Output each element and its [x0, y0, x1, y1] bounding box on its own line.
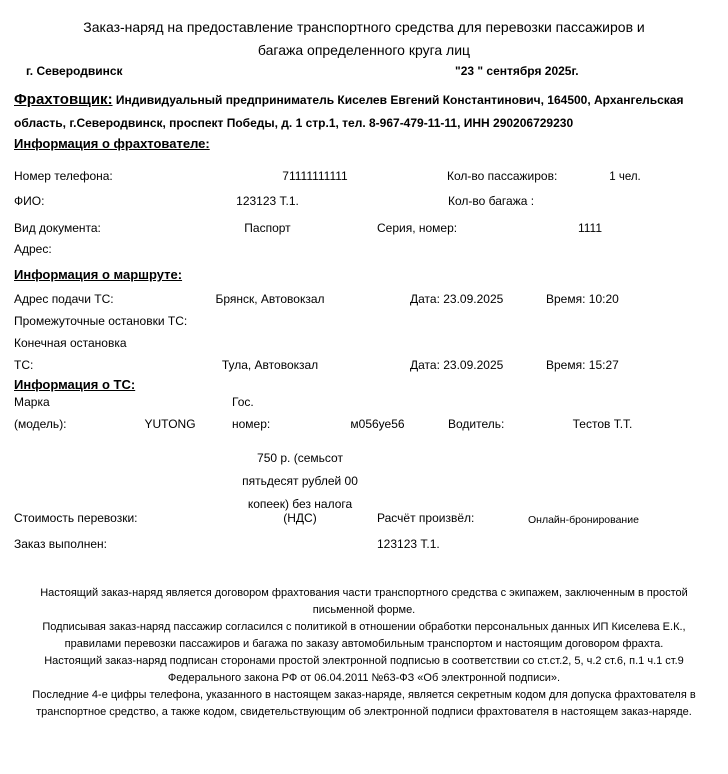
- brand-label-line1: Марка: [14, 395, 50, 409]
- brand-label-line2: (модель):: [14, 417, 67, 431]
- legal-paragraph-3: Настоящий заказ-наряд подписан сторонами простой электронной подписью в соответствии со ст.ст.2, 5, ч.2 ст.6, п.1 ч.1 ст.9 Федерального закона РФ от 06.04.2011 №63-ФЗ «Об электронной подписи».: [44, 655, 684, 684]
- series-label: Серия, номер:: [377, 221, 458, 235]
- legal-paragraph-1: Настоящий заказ-наряд является договором фрахтования части транспортного средства с экипажем, заключенным в простой письменной форме.: [40, 587, 688, 616]
- pickup-date: Дата: 23.09.2025: [410, 292, 504, 306]
- city-label: г. Северодвинск: [26, 64, 123, 78]
- section-vehicle-heading: Информация о ТС:: [14, 377, 136, 392]
- brand-value: YUTONG: [144, 417, 196, 431]
- freighter-label: Фрахтовщик:: [14, 91, 113, 108]
- series-value: 1111: [577, 221, 603, 235]
- driver-label: Водитель:: [448, 417, 505, 431]
- plate-value: м056уе56: [350, 417, 405, 431]
- baggage-label: Кол-во багажа :: [448, 194, 535, 208]
- plate-label-line1: Гос.: [232, 395, 254, 409]
- page-title: Заказ-наряд на предоставление транспортного средства для перевозки пассажиров и багажа определенного круга лиц: [83, 19, 645, 58]
- final-stop-value: Тула, Автовокзал: [221, 358, 319, 372]
- freighter-text: Индивидуальный предприниматель Киселев Евгений Константинович, 164500, Архангельская область, г.Северодвинск, проспект Победы, д. 1 стр.1, тел. 8-967-479-11-11, ИНН 290206729230: [14, 93, 684, 130]
- doc-type-value: Паспорт: [244, 221, 291, 235]
- pickup-value: Брянск, Автовокзал: [215, 292, 325, 306]
- section-route-heading: Информация о маршруте:: [14, 267, 183, 282]
- pickup-time: Время: 10:20: [546, 292, 619, 306]
- final-stop-label-line2: ТС:: [14, 358, 34, 372]
- passengers-value: 1 чел.: [609, 171, 641, 183]
- driver-value: Тестов Т.Т.: [572, 417, 633, 431]
- fio-label: ФИО:: [14, 194, 45, 208]
- fio-value: 123123 Т.1.: [236, 194, 299, 208]
- legal-footer: [14, 585, 714, 721]
- legal-paragraph-4: Последние 4-е цифры телефона, указанного в настоящем заказ-наряде, является секретным кодом для допуска фрахтователя в транспортное средство, а также кодом, свидетельствующим об электронной подписи фрахтователя в настоящем заказ-наряде.: [32, 689, 696, 718]
- final-time: Время: 15:27: [546, 358, 619, 372]
- order-completed-label: Заказ выполнен:: [14, 537, 107, 551]
- phone-label: Номер телефона:: [14, 169, 113, 183]
- freighter-paragraph: [14, 88, 712, 135]
- section-charterer-heading: Информация о фрахтователе:: [14, 136, 210, 151]
- calc-by-label: Расчёт произвёл:: [377, 511, 475, 525]
- address-label: Адрес:: [14, 242, 52, 256]
- order-completed-value: 123123 Т.1.: [377, 537, 440, 551]
- calc-by-value: Онлайн-бронирование: [528, 514, 639, 526]
- price-line1: 750 р. (семьсот: [257, 451, 343, 465]
- date-label: "23 " сентября 2025г.: [455, 64, 579, 78]
- doc-type-label: Вид документа:: [14, 221, 101, 235]
- price-line3: копеек) без налога: [247, 497, 353, 511]
- final-date: Дата: 23.09.2025: [410, 358, 504, 372]
- cost-label: Стоимость перевозки:: [14, 511, 138, 525]
- price-line4-nds: (НДС): [283, 511, 317, 525]
- pickup-label: Адрес подачи ТС:: [14, 292, 114, 306]
- passengers-label: Кол-во пассажиров:: [447, 169, 558, 183]
- price-line2: пятьдесят рублей 00: [242, 474, 358, 488]
- legal-paragraph-2: Подписывая заказ-наряд пассажир согласился с политикой в отношении обработки персональных данных ИП Киселева Е.К., правилами перевозки пассажиров и багажа по заказу автомобильным транспортом и настоящим договором фрахта.: [42, 621, 686, 650]
- phone-value: 71111111111: [282, 169, 348, 183]
- intermediate-stops-label: Промежуточные остановки ТС:: [14, 314, 188, 328]
- final-stop-label-line1: Конечная остановка: [14, 336, 127, 350]
- plate-label-line2: номер:: [232, 417, 271, 431]
